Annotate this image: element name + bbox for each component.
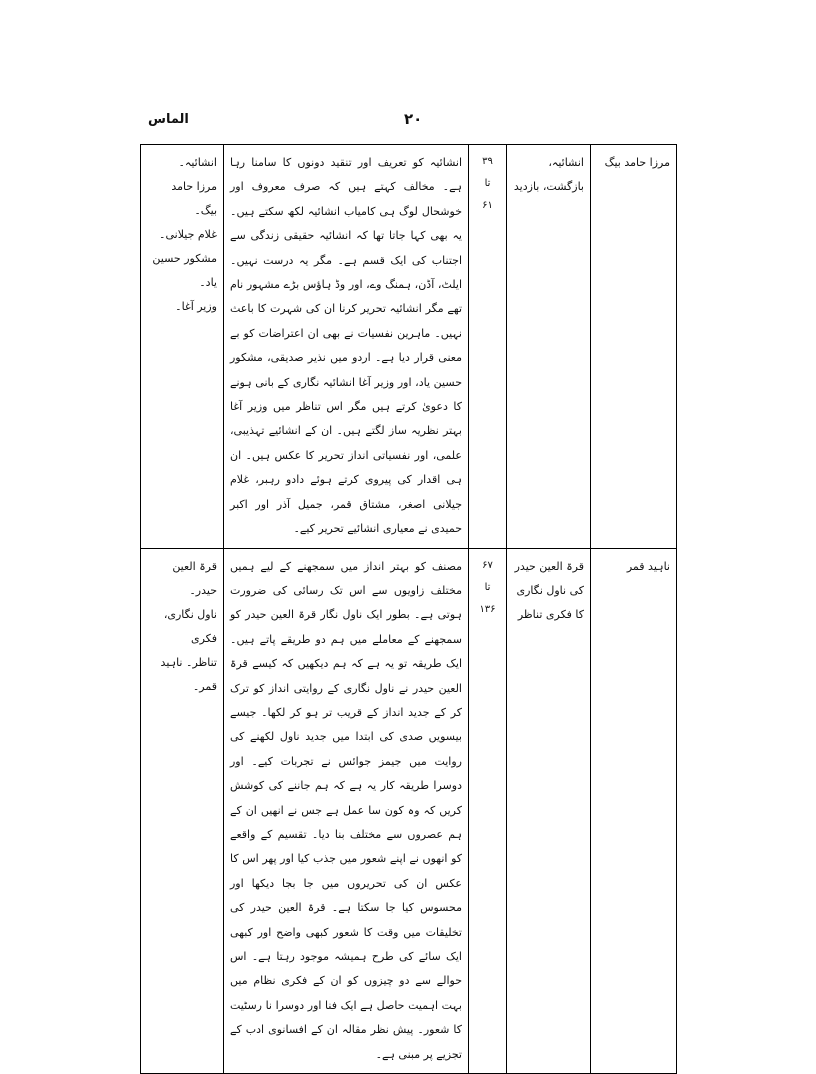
keyword: انشائیہ۔ xyxy=(178,156,217,169)
keywords-cell xyxy=(141,145,224,549)
page-to: ۱۳۶ xyxy=(479,603,496,615)
author-cell: ناہید قمر xyxy=(591,548,677,1074)
author-cell: مرزا حامد بیگ xyxy=(591,145,677,549)
page-to-word: تا xyxy=(484,178,491,189)
page-header xyxy=(140,110,676,134)
article-index-table xyxy=(140,144,677,1074)
keyword: قرۃ العین حیدر۔ xyxy=(172,559,217,597)
title-cell: انشائیہ، بازگشت، بازدید xyxy=(507,145,591,549)
keyword: ناول نگاری، فکری xyxy=(163,607,217,645)
keywords-cell xyxy=(141,548,224,1074)
pages-cell xyxy=(469,548,507,1074)
page-to-word: تا xyxy=(484,581,491,593)
keyword: مشکور حسین یاد۔ xyxy=(152,252,217,289)
page-from: ۶۷ xyxy=(482,559,493,571)
pages-cell xyxy=(469,145,507,549)
journal-name: الماس xyxy=(148,112,189,127)
keyword: غلام جیلانی۔ xyxy=(159,228,217,241)
keyword: تناظر۔ ناہید قمر۔ xyxy=(160,655,217,693)
keyword: وزیر آغا۔ xyxy=(175,300,217,313)
page-from: ۳۹ xyxy=(482,156,493,167)
abstract-cell: انشائیہ کو تعریف اور تنقید دونوں کا سامنا رہا ہے۔ مخالف کہتے ہیں کہ صرف معروف اور خوشحال لوگ ہی کامیاب انشائیہ لکھ سکتے ہیں۔ یہ بھی کہا جاتا تھا کہ انشائیہ حقیقی زندگی سے اجتناب کی ایک قسم ہے۔ مگر یہ درست نہیں۔ ایلٹ، آڈن، ہمنگ وے، اور وڈ ہاؤس بڑے مشہور نام تھے مگر انشائیہ تحریر کرنا ان کی شہرت کا باعث نہیں۔ ماہرین نفسیات نے بھی ان اعتراضات کو بے معنی قرار دیا ہے۔ اردو میں نذیر صدیقی، مشکور حسین یاد، اور وزیر آغا انشائیہ نگاری کے بانی ہونے کا دعویٰ کرتے ہیں مگر اس تناظر میں وزیر آغا بہتر نظریہ ساز لگتے ہیں۔ ان کے انشائیے تہذیبی، علمی، اور نفسیاتی انداز تحریر کا عکس ہیں۔ ان ہی اقدار کی پیروی کرتے ہوئے دادو رہبر، غلام جیلانی اصغر، مشتاق قمر، جمیل آذر اور اکبر حمیدی نے معیاری انشائیے تحریر کیے۔ xyxy=(224,145,469,549)
abstract-cell: مصنف کو بہتر انداز میں سمجھنے کے لیے ہمیں مختلف زاویوں سے اس تک رسائی کی ضرورت ہوتی ہے۔ بطور ایک ناول نگار قرۃ العین حیدر کو سمجھنے کے معاملے میں ہم دو طریقے پاتے ہیں۔ ایک طریقہ تو یہ ہے کہ ہم دیکھیں کہ کیسے قرۃ العین حیدر نے ناول نگاری کے روایتی انداز کو ترک کر کے جدید انداز کے قریب تر ہو کر لکھا۔ جیسے بیسویں صدی کی ابتدا میں جدید ناول لکھنے کی روایت میں جیمز جوائس نے تجربات کیے۔ اور دوسرا طریقہ کار یہ ہے کہ ہم جاننے کی کوشش کریں کہ وہ کون سا عمل ہے جس نے انھیں ان کے ہم عصروں سے مختلف بنا دیا۔ تقسیم کے واقعے کو انھوں نے اپنے شعور میں جذب کیا اور پھر اس کا عکس ان کی تحریروں میں جا بجا دیکھا اور محسوس کیا جا سکتا ہے۔ قرۃ العین حیدر کی تخلیقات میں وقت کا شعور کبھی واضح اور کبھی ایک سائے کی طرح ہمیشہ موجود رہتا ہے۔ اس حوالے سے دو چیزوں کو ان کے فکری نظام میں بہت اہمیت حاصل ہے ایک فنا اور دوسرا نا رسٹیت کا شعور۔ پیش نظر مقالہ ان کے افسانوی ادب کے تجزیے پر مبنی ہے۔ xyxy=(224,548,469,1074)
title-cell: قرۃ العین حیدر کی ناول نگاری کا فکری تناظر xyxy=(507,548,591,1074)
page-number: ۲۰ xyxy=(404,110,423,128)
table-row xyxy=(141,548,677,1074)
table-row xyxy=(141,145,677,549)
page-to: ۶۱ xyxy=(482,200,493,211)
keyword: مرزا حامد بیگ۔ xyxy=(171,180,217,217)
